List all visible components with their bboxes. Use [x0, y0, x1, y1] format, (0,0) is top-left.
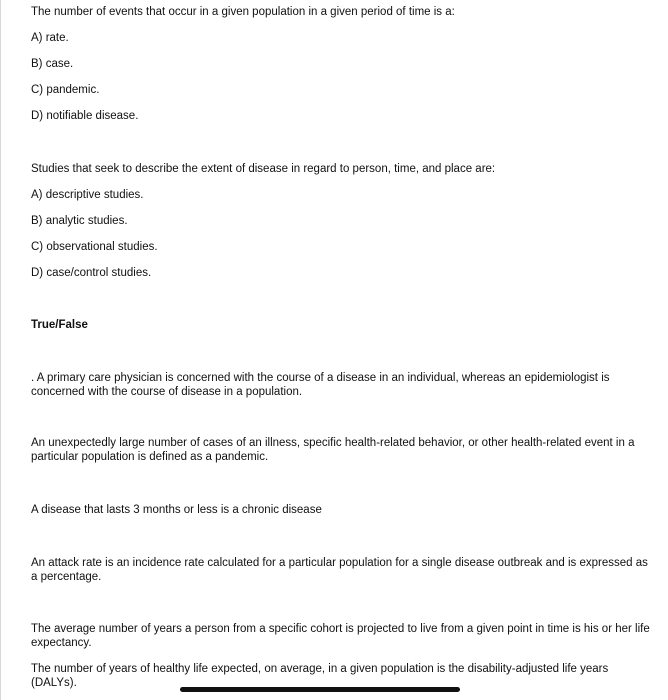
q1-option-d: D) notifiable disease.: [31, 110, 139, 122]
home-indicator-bar[interactable]: [180, 687, 460, 692]
tf-item-3: A disease that lasts 3 months or less is a chronic disease: [31, 504, 322, 516]
tf-item-5: The average number of years a person from a specific cohort is projected to live from a given point in time is his or her life expectancy.: [31, 623, 650, 649]
true-false-heading: True/False: [31, 319, 88, 331]
q2-option-d: D) case/control studies.: [31, 267, 152, 279]
q1-option-b: B) case.: [31, 58, 74, 70]
q1-option-c: C) pandemic.: [31, 84, 100, 96]
q1-option-a: A) rate.: [31, 32, 69, 44]
q2-option-b: B) analytic studies.: [31, 215, 128, 227]
q2-option-a: A) descriptive studies.: [31, 189, 144, 201]
q1-stem: The number of events that occur in a given population in a given period of time is a:: [31, 6, 455, 18]
tf-item-6: The number of years of healthy life expected, on average, in a given population is the disability-adjusted life years (DALYs).: [31, 663, 609, 689]
q2-stem: Studies that seek to describe the extent of disease in regard to person, time, and place are:: [31, 163, 496, 175]
tf-item-4: An attack rate is an incidence rate calculated for a particular population for a single disease outbreak and is expressed as a percentage.: [31, 557, 648, 583]
tf-item-2: An unexpectedly large number of cases of an illness, specific health-related behavior, or other health-related event in a particular population is defined as a pandemic.: [31, 437, 635, 463]
q2-option-c: C) observational studies.: [31, 241, 158, 253]
tf-item-1: . A primary care physician is concerned with the course of a disease in an individual, whereas an epidemiologist is concerned with the course of disease in a population.: [31, 372, 610, 398]
